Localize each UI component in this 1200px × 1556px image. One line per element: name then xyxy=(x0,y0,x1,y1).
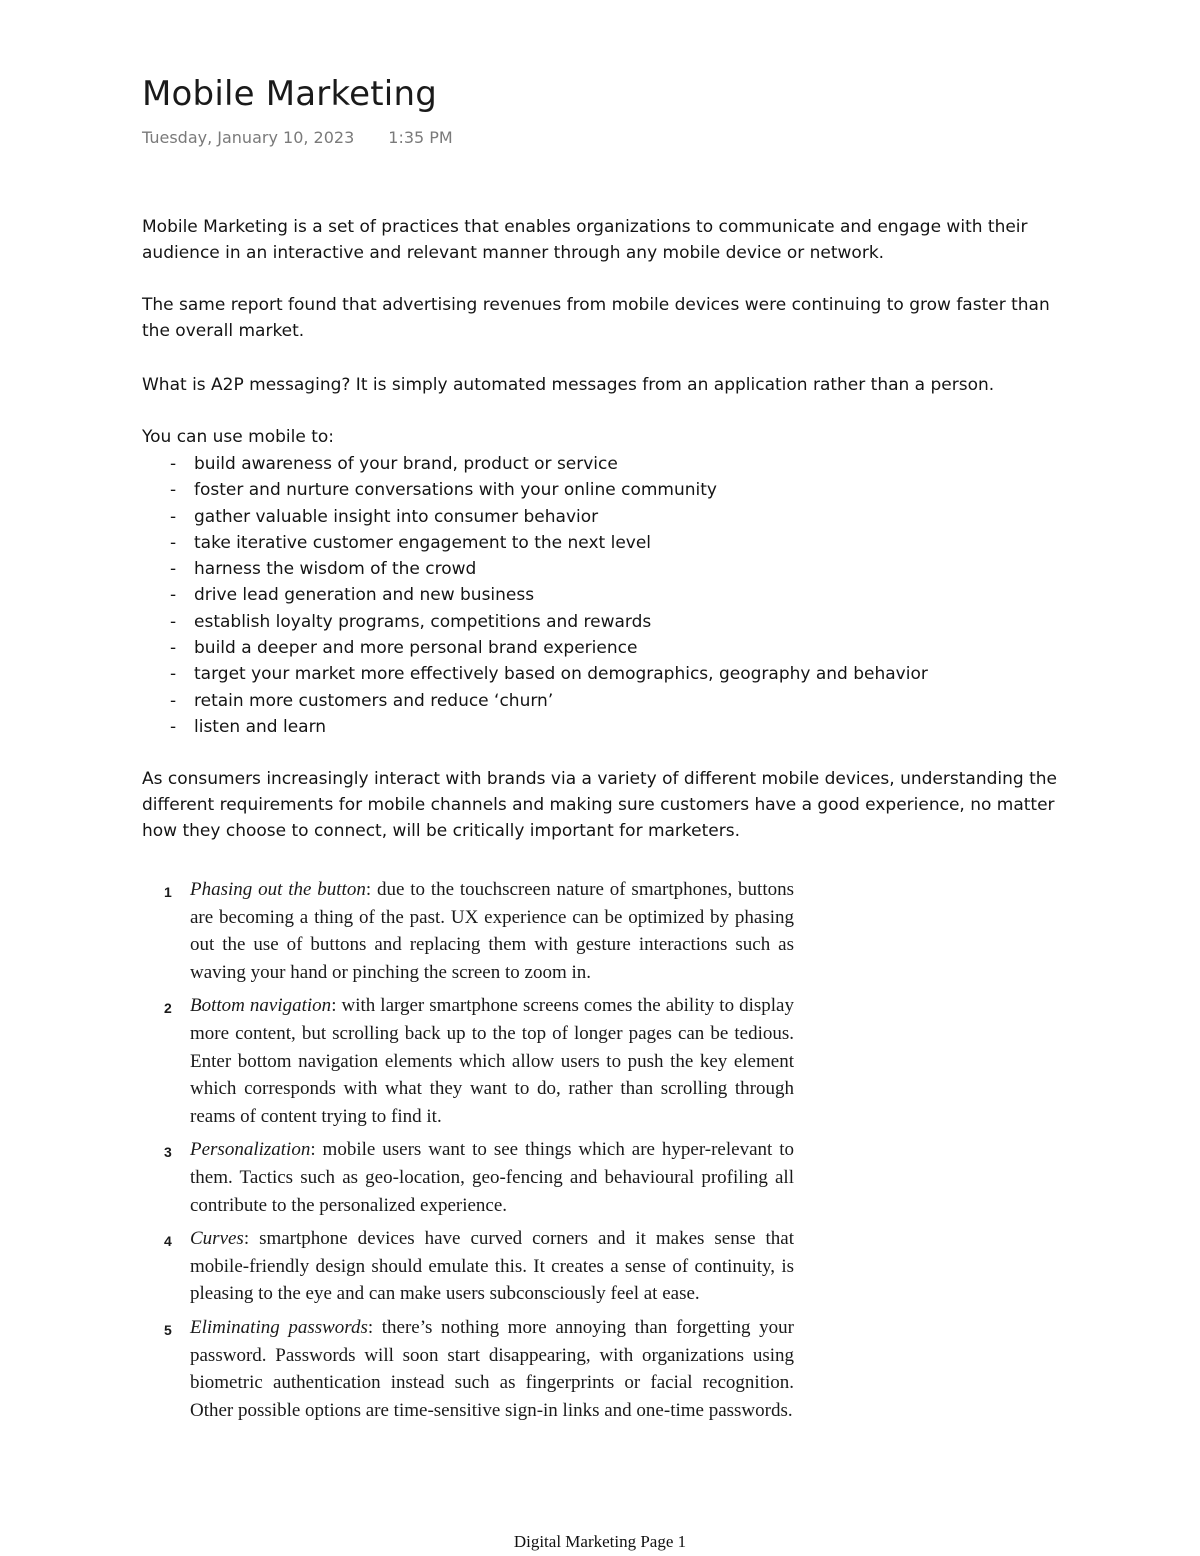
mobile-ux-trends-list xyxy=(164,876,794,1430)
bullet-dash: - xyxy=(170,690,177,711)
note-date: Tuesday, January 10, 2023 xyxy=(142,128,355,147)
item-text: : smartphone devices have curved corners and it makes sense that mobile-friendly design should emulate this. It creates a sense of continuity, is pleasing to the eye and can make users subconsciously feel at ease. xyxy=(190,1228,794,1305)
paragraph-definition: Mobile Marketing is a set of practices that enables organizations to communicate and engage with their audience in an interactive and relevant manner through any mobile device or network. xyxy=(142,217,1028,263)
list-item-text: listen and learn xyxy=(194,716,327,737)
bullet-dash: - xyxy=(170,532,177,553)
item-body xyxy=(190,876,794,986)
list-item xyxy=(142,504,928,530)
item-text: : due to the touchscreen nature of smartphones, buttons are becoming a thing of the past. UX experience can be optimized by phasing out the use of buttons and replacing them with gesture interactions such as waving your hand or pinching the screen to zoom in. xyxy=(190,879,795,983)
bullet-dash: - xyxy=(170,664,177,685)
list-item xyxy=(142,661,928,687)
list-item xyxy=(142,530,928,556)
list-item xyxy=(142,556,928,582)
uses-bullet-list xyxy=(142,451,928,740)
item-number: 5 xyxy=(164,1321,172,1338)
list-item xyxy=(142,609,928,635)
paragraph-conclusion: As consumers increasingly interact with brands via a variety of different mobile devices, understanding the different requirements for mobile channels and making sure customers have a good experience, no matter how they choose to connect, will be critically important for marketers. xyxy=(142,769,1057,841)
item-term: Curves xyxy=(190,1228,244,1250)
bullet-dash: - xyxy=(170,454,177,474)
numbered-item xyxy=(164,992,794,1130)
item-text: : with larger smartphone screens comes the ability to display more content, but scrolling back up to the top of longer pages can be tedious. Enter bottom navigation elements which allow users to push the key element which corresponds with what they want to do, rather than scrolling through reams of content trying to find it. xyxy=(190,995,794,1127)
item-number: 1 xyxy=(164,884,172,900)
item-term: Eliminating passwords xyxy=(190,1316,368,1338)
item-body xyxy=(190,992,794,1130)
list-item-text: build awareness of your brand, product or service xyxy=(194,454,618,474)
list-item-text: harness the wisdom of the crowd xyxy=(194,559,477,580)
list-item xyxy=(142,635,928,661)
list-item-text: establish loyalty programs, competitions and rewards xyxy=(194,611,652,632)
list-item-text: gather valuable insight into consumer behavior xyxy=(194,506,599,527)
bullet-dash: - xyxy=(170,506,177,527)
list-item xyxy=(142,477,928,503)
numbered-item xyxy=(164,1314,794,1424)
bullet-dash: - xyxy=(170,638,177,659)
item-term: Personalization xyxy=(190,1139,311,1161)
item-number: 4 xyxy=(164,1233,172,1250)
list-item xyxy=(142,714,928,740)
numbered-item xyxy=(164,876,794,986)
list-item xyxy=(142,688,928,714)
list-item xyxy=(142,582,928,608)
numbered-item xyxy=(164,1225,794,1308)
item-text: : there’s nothing more annoying than forgetting your password. Passwords will soon start disappearing, with organizations using biometric authentication instead such as fingerprints or facial recognition. Other possible options are time-sensitive sign-in links and one-time passwords. xyxy=(190,1316,794,1421)
bullet-dash: - xyxy=(170,611,177,632)
page-footer: Digital Marketing Page 1 xyxy=(513,1532,687,1551)
paragraph-a2p: What is A2P messaging? It is simply automated messages from an application rather than a person. xyxy=(142,375,995,395)
bullet-dash: - xyxy=(170,480,177,501)
list-item-text: target your market more effectively based on demographics, geography and behavior xyxy=(194,664,928,685)
list-item-text: take iterative customer engagement to the next level xyxy=(194,532,652,553)
list-item-text: drive lead generation and new business xyxy=(194,585,535,606)
item-text: : mobile users want to see things which are hyper-relevant to them. Tactics such as geo-location, geo-fencing and behavioural profiling all contribute to the personalized experience. xyxy=(190,1139,794,1216)
list-item-text: foster and nurture conversations with your online community xyxy=(194,480,717,501)
item-body xyxy=(190,1314,794,1424)
paragraph-list-intro: You can use mobile to: xyxy=(142,427,334,447)
paragraph-report: The same report found that advertising revenues from mobile devices were continuing to grow faster than the overall market. xyxy=(142,295,1050,341)
bullet-dash: - xyxy=(170,585,177,606)
item-number: 2 xyxy=(164,1000,172,1017)
item-number: 3 xyxy=(164,1144,172,1161)
list-item-text: retain more customers and reduce ‘churn’ xyxy=(194,690,554,711)
note-time: 1:35 PM xyxy=(388,128,453,147)
item-term: Phasing out the button xyxy=(190,879,366,900)
page-title: Mobile Marketing xyxy=(142,74,437,114)
item-term: Bottom navigation xyxy=(190,995,332,1017)
item-body xyxy=(190,1225,794,1308)
bullet-dash: - xyxy=(170,716,177,737)
note-timestamp xyxy=(142,128,453,147)
list-item-text: build a deeper and more personal brand experience xyxy=(194,638,638,659)
bullet-dash: - xyxy=(170,559,177,580)
numbered-item xyxy=(164,1136,794,1219)
item-body xyxy=(190,1136,794,1219)
list-item xyxy=(142,451,928,477)
